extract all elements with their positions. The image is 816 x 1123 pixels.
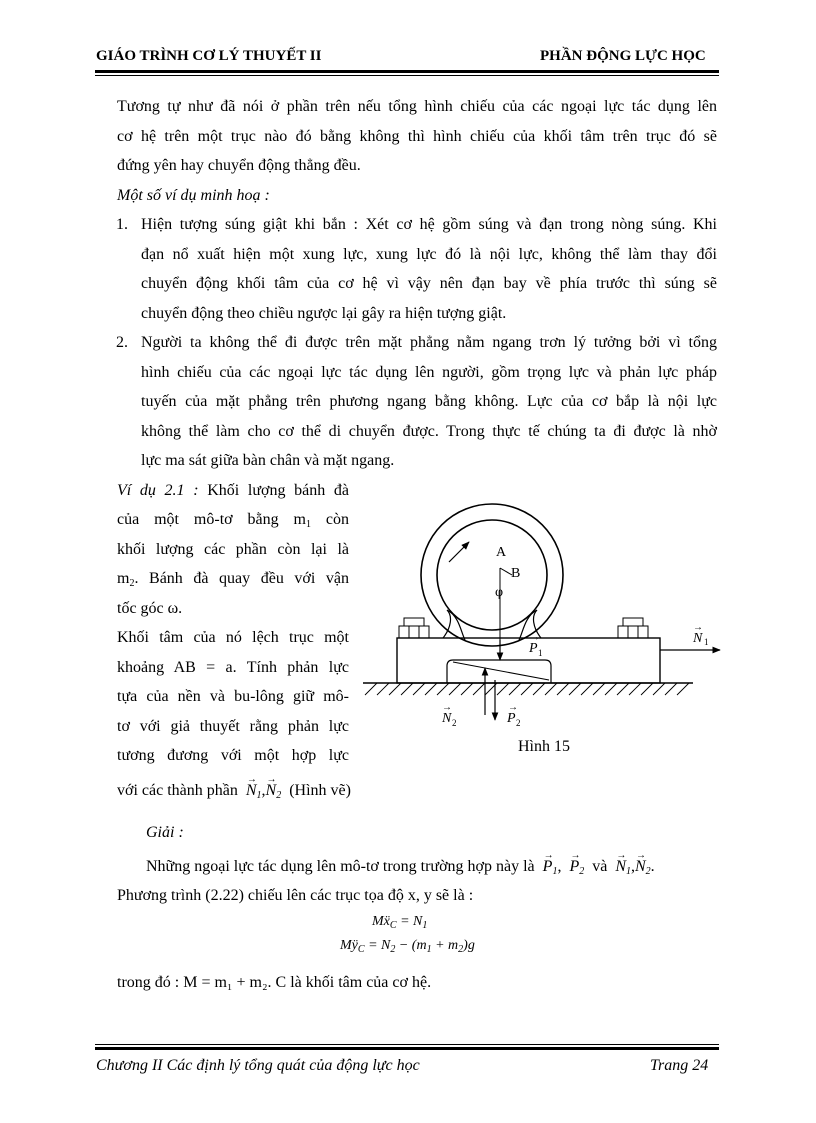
bolt-left-cap (404, 618, 424, 626)
list-1-line-4: chuyển động theo chiều ngược lại gây ra hiện tượng giật. (141, 305, 507, 322)
label-A: A (496, 545, 507, 560)
list-2-line-1: Người ta không thể đi được trên mặt phẳng nằm ngang trơn lý tưởng bởi vì tổng (141, 334, 717, 351)
label-P2: P (507, 711, 516, 726)
solution-line-2: Phương trình (2.22) chiếu lên các trục tọa độ x, y sẽ là : (117, 887, 474, 904)
motor-figure (355, 490, 735, 770)
closing-line: trong đó : M = m₁ + m₂. C là khối tâm của cơ hệ. (117, 974, 432, 991)
rotation-arrow (449, 542, 469, 562)
example-line-4: $m_2$. Bánh đà quay đều với vận (117, 570, 349, 589)
label-P2-sub: 2 (516, 718, 521, 728)
label-P1-sub: 1 (538, 648, 543, 658)
example-line-6: Khối tâm của nó lệch trục một (117, 629, 349, 646)
label-N1-vec: → (693, 622, 703, 633)
cavity-diagonal (453, 662, 549, 680)
list-number-2: 2. (116, 334, 128, 351)
label-N1-sub: 1 (704, 637, 709, 647)
label-N2: N (442, 711, 452, 726)
examples-heading: Một số ví dụ minh hoạ : (117, 187, 270, 204)
intro-line-2: cơ hệ trên một trục nào đó bằng không thì hình chiếu của khối tâm trên trục đó sẽ (117, 128, 717, 145)
footer-left: Chương II Các định lý tổng quát của động lực học (96, 1057, 420, 1074)
bolt-right-2 (628, 626, 638, 638)
label-N2-vec: → (442, 702, 452, 713)
bolt-right-1 (618, 626, 628, 638)
list-1-line-2: đạn nổ xuất hiện một xung lực, xung lực đó là nội lực, không thể làm thay đổi (141, 246, 717, 263)
intro-line-1: Tương tự như đã nói ở phần trên nếu tổng hình chiếu của các ngoại lực tác dụng lên (117, 98, 717, 115)
flywheel-inner (437, 520, 547, 630)
list-number-1: 1. (116, 216, 128, 233)
label-N1: N (693, 631, 703, 646)
label-P2-vec: → (508, 702, 518, 713)
footer-page-number: Trang 24 (650, 1057, 709, 1074)
example-line-3: khối lượng các phần còn lại là (117, 541, 349, 558)
example-line-11: với các thành phần → $N_1,\to N_2$ (Hình vẽ) (117, 776, 387, 811)
example-line-8: tựa của nền và bu-lông giữ mô- (117, 688, 349, 705)
bolt-left-1 (399, 626, 409, 638)
header-left: GIÁO TRÌNH CƠ LÝ THUYẾT II (96, 48, 322, 64)
label-N2-sub: 2 (452, 718, 457, 728)
vec-N1-inline: → $N_1$ (246, 776, 262, 811)
solution-line-1: Những ngoại lực tác dụng lên mô-tơ trong trường hợp này là → $P_1$, → $P_2$ và → $N_1,\to N_2$. (146, 852, 655, 887)
list-2-line-2: hình chiếu của các ngoại lực tác dụng lên người, gồm trọng lực và phản lực pháp (141, 364, 717, 381)
header-right: PHẦN ĐỘNG LỰC HỌC (540, 48, 706, 64)
list-1-line-3: chuyển động khối tâm của cơ hệ vì vậy nên đạn bay về phía trước thì súng sẽ (141, 275, 717, 292)
flywheel-outer (421, 504, 563, 646)
label-P1-vec: → (530, 632, 540, 643)
equation-2: $Mÿ_C = N_2 - (m_1 + m_2)g$ (340, 938, 475, 955)
example-line-1: Ví dụ 2.1 : Khối lượng bánh đà (117, 482, 350, 499)
example-line-2: của một mô-tơ bằng $m_1$ còn (117, 511, 349, 530)
header-rule-thick (95, 70, 719, 73)
footer-rule-thin (95, 1044, 719, 1045)
figure-caption: Hình 15 (518, 738, 570, 755)
footer-rule-thick (95, 1047, 719, 1050)
bolt-left-3 (419, 626, 429, 638)
equation-1: Mẍ$_C$ = $N_1$ (372, 914, 428, 931)
label-B: B (511, 566, 521, 581)
label-phi: φ (495, 585, 504, 600)
example-line-7: khoảng AB = a. Tính phản lực (117, 659, 349, 676)
bolt-left-2 (409, 626, 419, 638)
example-line-9: tơ với giả thuyết rằng phản lực (117, 718, 349, 735)
example-line-5: tốc góc ω. (117, 600, 183, 617)
bolt-right-cap (623, 618, 643, 626)
header-rule-thin (95, 75, 719, 76)
bolt-right-3 (638, 626, 648, 638)
vec-N2-inline: → $N_2$ (266, 776, 282, 811)
intro-line-3: đứng yên hay chuyển động thẳng đều. (117, 157, 361, 174)
list-2-line-5: lực ma sát giữa bàn chân và mặt ngang. (141, 452, 395, 469)
solution-heading: Giải : (146, 824, 184, 841)
ground-hatch (365, 683, 689, 695)
list-2-line-4: không thể làm cho cơ thể di chuyển được. Trong thực tế chúng ta đi được là nhờ (141, 423, 717, 440)
list-2-line-3: tuyến của mặt phẳng trên phương ngang bằng không. Lực của cơ bắp là nội lực (141, 393, 717, 410)
example-line-10: tương đương với một hợp lực (117, 747, 349, 764)
label-P1: P (529, 641, 538, 656)
list-1-line-1: Hiện tượng súng giật khi bắn : Xét cơ hệ gồm súng và đạn trong nòng súng. Khi (141, 216, 717, 233)
